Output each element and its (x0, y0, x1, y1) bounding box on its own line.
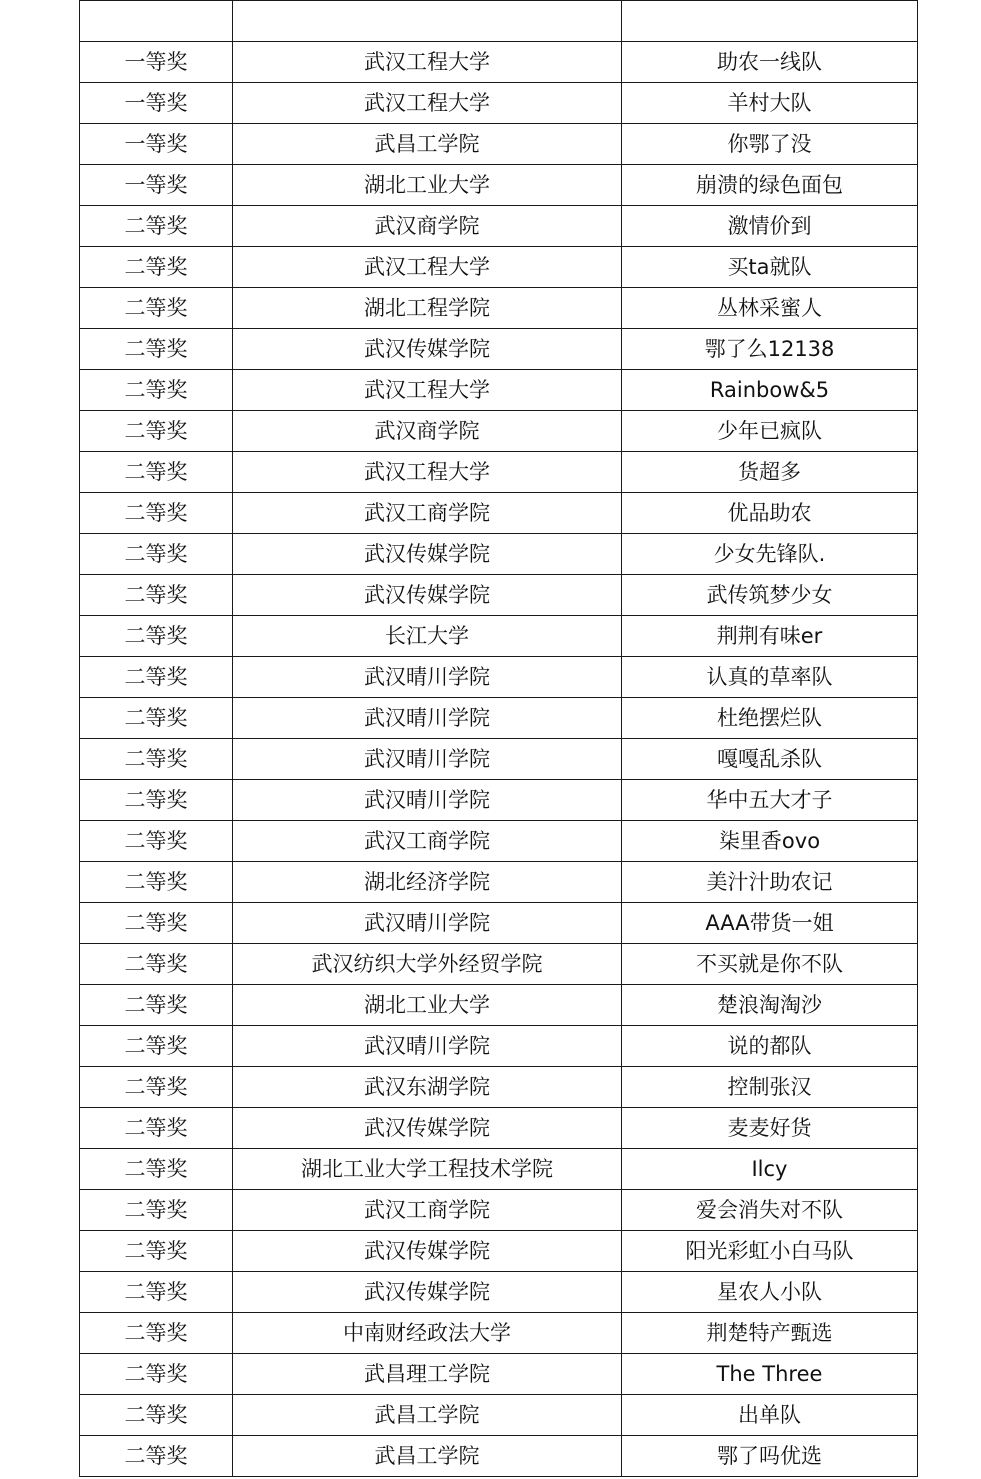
table-row (80, 370, 918, 411)
team-cell: 少年已疯队 (622, 411, 918, 452)
school-cell: 武昌工学院 (233, 1436, 622, 1477)
school-cell: 武汉商学院 (233, 206, 622, 247)
award-cell: 二等奖 (80, 288, 233, 329)
school-cell: 武汉纺织大学外经贸学院 (233, 944, 622, 985)
team-cell: 爱会消失对不队 (622, 1190, 918, 1231)
table-row (80, 165, 918, 206)
team-cell: 嘎嘎乱杀队 (622, 739, 918, 780)
award-cell: 二等奖 (80, 247, 233, 288)
team-cell: 麦麦好货 (622, 1108, 918, 1149)
school-cell: 武汉工商学院 (233, 493, 622, 534)
table-top-edge-row (80, 1, 918, 42)
team-cell: 崩溃的绿色面包 (622, 165, 918, 206)
school-cell: 长江大学 (233, 616, 622, 657)
award-cell: 二等奖 (80, 903, 233, 944)
team-cell: The Three (622, 1354, 918, 1395)
award-cell: 二等奖 (80, 1395, 233, 1436)
table-row (80, 206, 918, 247)
award-cell: 二等奖 (80, 1354, 233, 1395)
award-cell: 二等奖 (80, 329, 233, 370)
table-row (80, 452, 918, 493)
award-cell: 二等奖 (80, 1272, 233, 1313)
table-row (80, 83, 918, 124)
table-row (80, 1190, 918, 1231)
school-cell: 武汉传媒学院 (233, 329, 622, 370)
team-cell: 鄂了么12138 (622, 329, 918, 370)
school-cell: 武汉传媒学院 (233, 1231, 622, 1272)
table-row (80, 1313, 918, 1354)
school-cell: 武汉工程大学 (233, 247, 622, 288)
school-cell: 武汉晴川学院 (233, 1026, 622, 1067)
award-cell: 一等奖 (80, 42, 233, 83)
award-cell: 二等奖 (80, 534, 233, 575)
school-cell: 武昌工学院 (233, 1395, 622, 1436)
table-row (80, 575, 918, 616)
award-cell: 二等奖 (80, 698, 233, 739)
school-cell: 武汉工程大学 (233, 83, 622, 124)
table-row (80, 1108, 918, 1149)
school-cell: 武汉工商学院 (233, 821, 622, 862)
school-cell: 武汉东湖学院 (233, 1067, 622, 1108)
award-cell: 二等奖 (80, 862, 233, 903)
table-row (80, 42, 918, 83)
team-cell: Ilcy (622, 1149, 918, 1190)
school-cell: 武汉工程大学 (233, 42, 622, 83)
school-cell: 中南财经政法大学 (233, 1313, 622, 1354)
table-row (80, 985, 918, 1026)
table-row (80, 698, 918, 739)
team-cell: 少女先锋队. (622, 534, 918, 575)
table-row (80, 1272, 918, 1313)
award-cell: 二等奖 (80, 1231, 233, 1272)
team-cell: 楚浪淘淘沙 (622, 985, 918, 1026)
school-cell: 武汉工商学院 (233, 1190, 622, 1231)
table-row (80, 1436, 918, 1477)
award-cell: 二等奖 (80, 657, 233, 698)
table-row (80, 124, 918, 165)
awards-table-container (79, 0, 917, 1477)
award-cell: 二等奖 (80, 206, 233, 247)
team-cell: 你鄂了没 (622, 124, 918, 165)
team-cell: 出单队 (622, 1395, 918, 1436)
table-row (80, 288, 918, 329)
table-row (80, 247, 918, 288)
school-cell: 武汉工程大学 (233, 370, 622, 411)
school-cell: 湖北经济学院 (233, 862, 622, 903)
award-cell: 二等奖 (80, 1067, 233, 1108)
award-cell: 二等奖 (80, 493, 233, 534)
award-cell: 二等奖 (80, 452, 233, 493)
school-cell: 武汉晴川学院 (233, 903, 622, 944)
award-cell: 二等奖 (80, 821, 233, 862)
school-cell: 湖北工业大学 (233, 985, 622, 1026)
team-cell: 星农人小队 (622, 1272, 918, 1313)
award-cell: 一等奖 (80, 124, 233, 165)
award-cell: 一等奖 (80, 165, 233, 206)
team-cell: 羊村大队 (622, 83, 918, 124)
table-row (80, 493, 918, 534)
team-cell: 买ta就队 (622, 247, 918, 288)
team-cell: 荆楚特产甄选 (622, 1313, 918, 1354)
school-cell: 武汉晴川学院 (233, 657, 622, 698)
school-cell: 武汉传媒学院 (233, 575, 622, 616)
award-cell: 二等奖 (80, 985, 233, 1026)
school-cell: 武昌理工学院 (233, 1354, 622, 1395)
table-row (80, 411, 918, 452)
team-cell: 说的都队 (622, 1026, 918, 1067)
award-cell: 二等奖 (80, 1026, 233, 1067)
team-cell: 丛林采蜜人 (622, 288, 918, 329)
team-cell: 控制张汉 (622, 1067, 918, 1108)
awards-table-body (80, 1, 918, 1477)
award-cell: 二等奖 (80, 1108, 233, 1149)
team-cell: 认真的草率队 (622, 657, 918, 698)
award-cell: 二等奖 (80, 944, 233, 985)
award-cell: 二等奖 (80, 575, 233, 616)
team-cell: 货超多 (622, 452, 918, 493)
table-row (80, 1395, 918, 1436)
school-cell: 湖北工业大学工程技术学院 (233, 1149, 622, 1190)
table-row (80, 1067, 918, 1108)
award-cell: 二等奖 (80, 1190, 233, 1231)
team-cell: 鄂了吗优选 (622, 1436, 918, 1477)
table-row (80, 657, 918, 698)
award-cell: 二等奖 (80, 1436, 233, 1477)
award-cell: 二等奖 (80, 411, 233, 452)
table-row (80, 821, 918, 862)
table-row (80, 534, 918, 575)
table-row (80, 944, 918, 985)
school-cell: 湖北工程学院 (233, 288, 622, 329)
table-row (80, 903, 918, 944)
team-cell: 华中五大才子 (622, 780, 918, 821)
team-cell: 助农一线队 (622, 42, 918, 83)
table-row (80, 780, 918, 821)
school-cell: 武汉传媒学院 (233, 1108, 622, 1149)
awards-table (79, 0, 918, 1477)
team-cell: 武传筑梦少女 (622, 575, 918, 616)
school-cell: 武汉晴川学院 (233, 780, 622, 821)
award-cell: 二等奖 (80, 780, 233, 821)
table-row (80, 1354, 918, 1395)
award-cell: 一等奖 (80, 83, 233, 124)
school-cell: 武汉晴川学院 (233, 698, 622, 739)
team-cell: 柒里香ovo (622, 821, 918, 862)
table-row (80, 616, 918, 657)
table-row (80, 1231, 918, 1272)
school-cell: 武汉晴川学院 (233, 739, 622, 780)
team-cell: Rainbow&5 (622, 370, 918, 411)
award-cell: 二等奖 (80, 616, 233, 657)
award-cell: 二等奖 (80, 1149, 233, 1190)
school-cell: 武昌工学院 (233, 124, 622, 165)
team-cell: 美汁汁助农记 (622, 862, 918, 903)
team-cell: 阳光彩虹小白马队 (622, 1231, 918, 1272)
table-row (80, 1026, 918, 1067)
table-row (80, 862, 918, 903)
team-cell: 激情价到 (622, 206, 918, 247)
team-cell: 荆荆有味er (622, 616, 918, 657)
school-cell: 武汉传媒学院 (233, 534, 622, 575)
table-row (80, 329, 918, 370)
team-cell: AAA带货一姐 (622, 903, 918, 944)
school-cell: 武汉商学院 (233, 411, 622, 452)
school-cell: 湖北工业大学 (233, 165, 622, 206)
award-cell: 二等奖 (80, 739, 233, 780)
table-row (80, 739, 918, 780)
school-cell: 武汉传媒学院 (233, 1272, 622, 1313)
team-cell: 杜绝摆烂队 (622, 698, 918, 739)
award-cell: 二等奖 (80, 1313, 233, 1354)
team-cell: 不买就是你不队 (622, 944, 918, 985)
team-cell: 优品助农 (622, 493, 918, 534)
school-cell: 武汉工程大学 (233, 452, 622, 493)
award-cell: 二等奖 (80, 370, 233, 411)
table-row (80, 1149, 918, 1190)
